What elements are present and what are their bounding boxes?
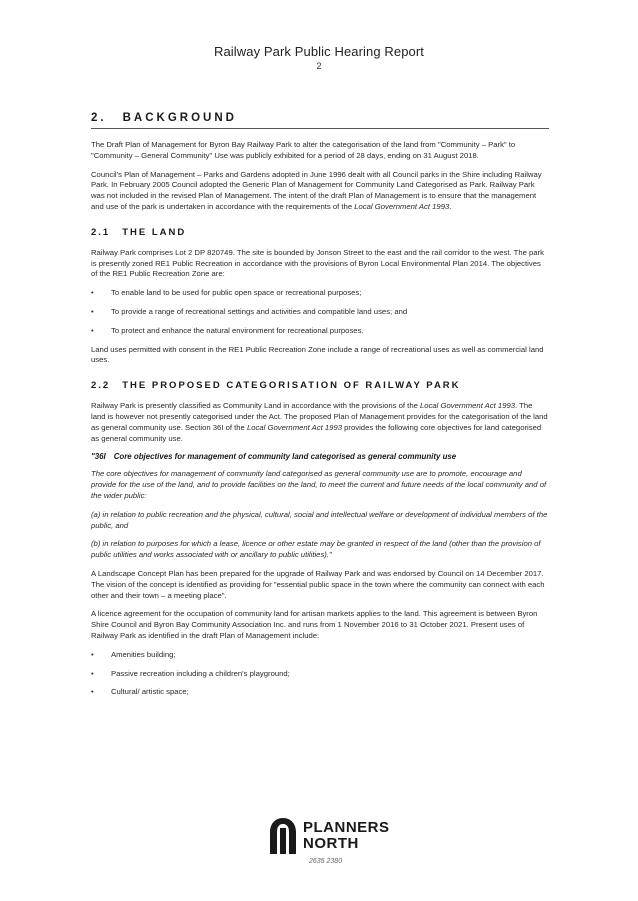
background-paragraph-1: The Draft Plan of Management for Byron Bay Railway Park to alter the categorisation of the land from "Community – Park" to "Community – General Community" Use was publicly exhibited for a period of 28 days, ending on 31 August 2018.: [91, 140, 516, 160]
quote-paragraph-1: The core objectives for management of community land categorised as general community use are to promote, encourage and provide for the use of the land, and to provide facilities on the land, to meet the current and future needs of the local community and of the wider public:: [91, 469, 547, 500]
subsection-number: 2.2: [91, 380, 111, 392]
quote-section-number: "36I: [91, 452, 106, 462]
subsection-title: THE LAND: [122, 226, 187, 238]
logo-mark-icon: [267, 816, 299, 856]
bullet-icon: •: [91, 668, 94, 678]
subsection-heading-proposed-categorisation: [91, 380, 549, 391]
act-reference: Local Government Act 1993: [246, 422, 342, 432]
list-item: • To protect and enhance the natural environment for recreational purposes.: [91, 325, 364, 335]
background-paragraph-2: Council's Plan of Management – Parks and Gardens adopted in June 1996 dealt with all Council parks in the Shire including Railway Park. In February 2005 Council adopted the Generic Plan of Management for Community Land Categorised as Park. Railway Park was not included in the revised Plan of Management. The intent of the draft Plan of Management is to ensure that the management and use of the park is undertaken in accordance with the requirements of the Local Government Act 1993.: [91, 169, 542, 211]
list-item: • To provide a range of recreational settings and activities and compatible land uses; and: [91, 306, 408, 316]
list-item: • Cultural/ artistic space;: [91, 687, 189, 697]
bullet-icon: •: [91, 306, 94, 316]
bullet-icon: •: [91, 687, 94, 697]
list-item: • To enable land to be used for public open space or recreational purposes;: [91, 288, 362, 298]
quote-heading: [91, 452, 549, 461]
land-paragraph-2: Land uses permitted with consent in the RE1 Public Recreation Zone include a range of recreational uses as well as commercial land uses.: [91, 344, 544, 365]
section-title: BACKGROUND: [122, 112, 237, 124]
quote-paragraph-b: (b) in relation to purposes for which a lease, licence or other estate may be granted in respect of the land (other than the provision of public utilities and works associated with or ancillary to public utilities).": [91, 539, 541, 560]
subsection-heading-the-land: [91, 227, 549, 238]
categorisation-paragraph-2: A Landscape Concept Plan has been prepared for the upgrade of Railway Park and was endorsed by Council on 14 December 2017. The vision of the concept is identified as providing for "essential public space in the town where the community can connect with each other and their town – a meeting place".: [91, 568, 545, 600]
act-reference: Local Government Act 1993: [354, 201, 450, 211]
page-content: [91, 112, 549, 706]
categorisation-paragraph-1: Railway Park is presently classified as Community Land in accordance with the provisions of the Local Government Act 1993. The land is however not presently categorised under the Act. The proposed Plan of Management provides for the categorisation of the land as general community use. Section 36I of the Local Government Act 1993 provides the following core objectives for land categorised as general community use.: [91, 401, 548, 443]
categorisation-paragraph-3: A licence agreement for the occupation of community land for artisan markets applies to the land. This agreement is between Byron Shire Council and Byron Bay Community Association Inc. and runs from 1 November 2016 to 31 October 2021. Present uses of Railway Park as identified in the draft Plan of Management include:: [91, 609, 538, 640]
running-header: Railway Park Public Hearing Report: [213, 44, 425, 59]
list-item: • Passive recreation including a children's playground;: [91, 668, 290, 678]
logo-abn-number: 2635 2380: [309, 858, 343, 865]
list-item: • Amenities building;: [91, 649, 176, 659]
quote-paragraph-a: (a) in relation to public recreation and the physical, cultural, social and intellectual welfare or development of individual members of the public, and: [91, 509, 548, 530]
subsection-title: THE PROPOSED CATEGORISATION OF RAILWAY PARK: [122, 380, 461, 392]
bullet-icon: •: [91, 649, 94, 659]
act-reference: Local Government Act 1993: [420, 401, 516, 411]
subsection-number: 2.1: [91, 226, 111, 238]
land-paragraph-1: Railway Park comprises Lot 2 DP 820749. The site is bounded by Jonson Street to the east and the rail corridor to the west. The park is presently zoned RE1 Public Recreation in accordance with the provisions of Byron Local Environmental Plan 2014. The objectives of the RE1 Public Recreation Zone are:: [91, 247, 544, 279]
bullet-icon: •: [91, 325, 94, 335]
zone-objectives-list: [91, 288, 549, 336]
page-number: 2: [316, 61, 322, 71]
section-number: 2.: [91, 112, 107, 124]
bullet-icon: •: [91, 288, 94, 298]
quote-title: Core objectives for management of community land categorised as general community use: [113, 452, 457, 462]
present-uses-list: [91, 650, 549, 698]
planners-north-logo: [267, 814, 407, 870]
section-heading-background: [91, 112, 549, 129]
logo-wordmark: PLANNERS NORTH: [303, 819, 390, 852]
